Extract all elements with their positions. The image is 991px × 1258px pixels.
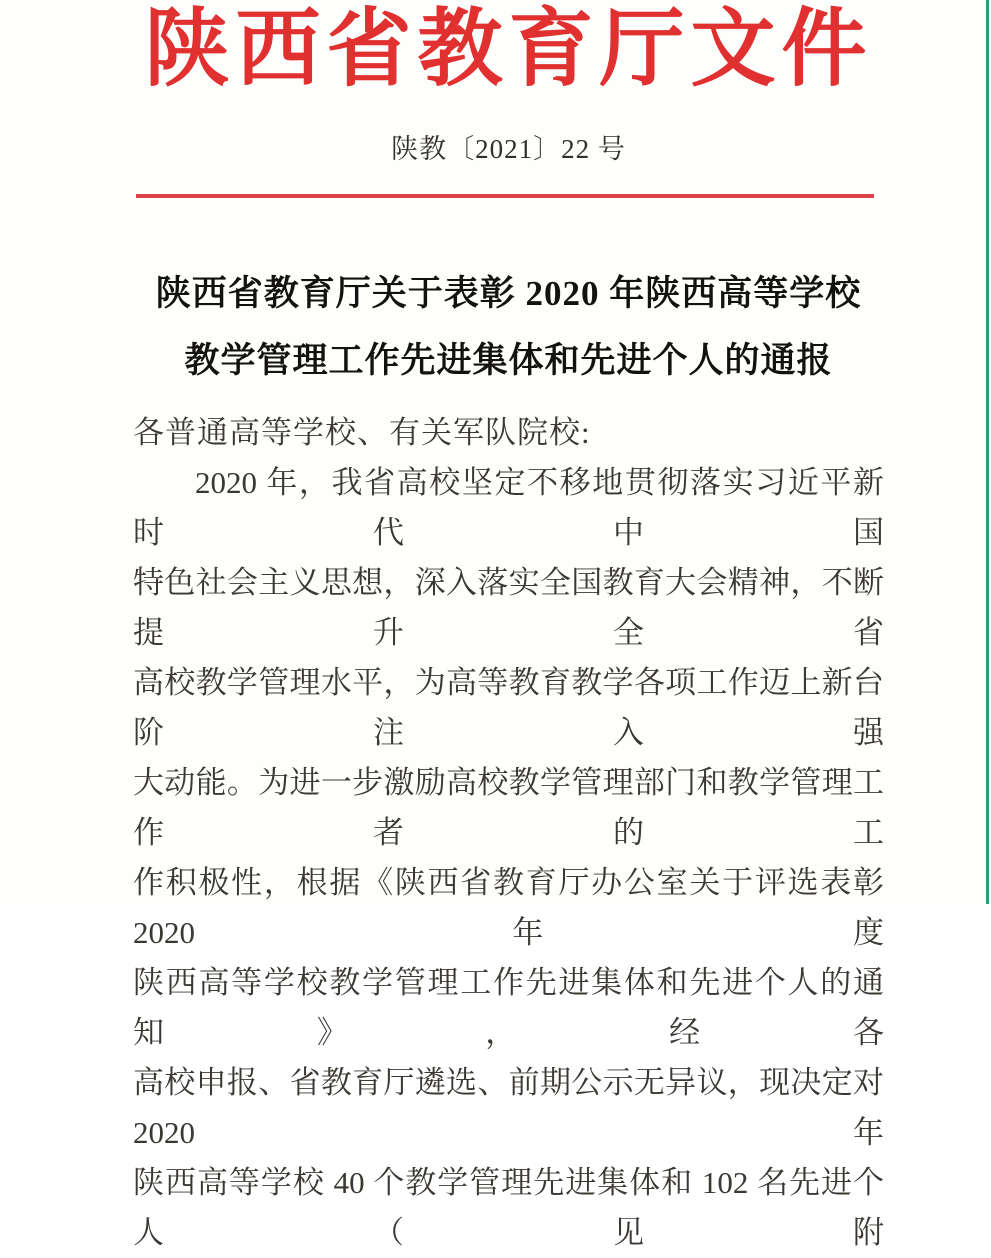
document-title-line-1: 陕西省教育厅关于表彰 2020 年陕西高等学校 (155, 274, 862, 313)
document-title (133, 260, 884, 394)
document-number: 陕教〔2021〕22 号 (391, 134, 626, 164)
document-content (133, 0, 884, 1258)
scan-edge-artifact (986, 0, 989, 904)
body-line: 作积极性，根据《陕西省教育厅办公室关于评选表彰 2020 年度 (133, 865, 884, 950)
salutation: 各普通高等学校、有关军队院校: (133, 415, 591, 450)
body-line: 陕西高等学校教学管理工作先进集体和先进个人的通知》，经各 (133, 965, 884, 1050)
body-line: 高校申报、省教育厅遴选、前期公示无异议，现决定对 2020 年 (133, 1065, 884, 1150)
letterhead-title: 陕西省教育厅文件 (144, 3, 873, 97)
red-divider-line (136, 194, 874, 198)
document-body (133, 408, 884, 1258)
document-title-line-2: 教学管理工作先进集体和先进个人的通报 (184, 341, 833, 380)
body-line: 特色社会主义思想，深入落实全国教育大会精神，不断提升全省 (133, 565, 884, 650)
body-line: 高校教学管理水平，为高等教育教学各项工作迈上新台阶注入强 (133, 665, 884, 750)
body-line: 2020 年，我省高校坚定不移地贯彻落实习近平新时代中国 (133, 465, 884, 550)
body-line: 大动能。为进一步激励高校教学管理部门和教学管理工作者的工 (133, 765, 884, 850)
body-line: 陕西高等学校 40 个教学管理先进集体和 102 名先进个人（见附 (133, 1165, 884, 1250)
